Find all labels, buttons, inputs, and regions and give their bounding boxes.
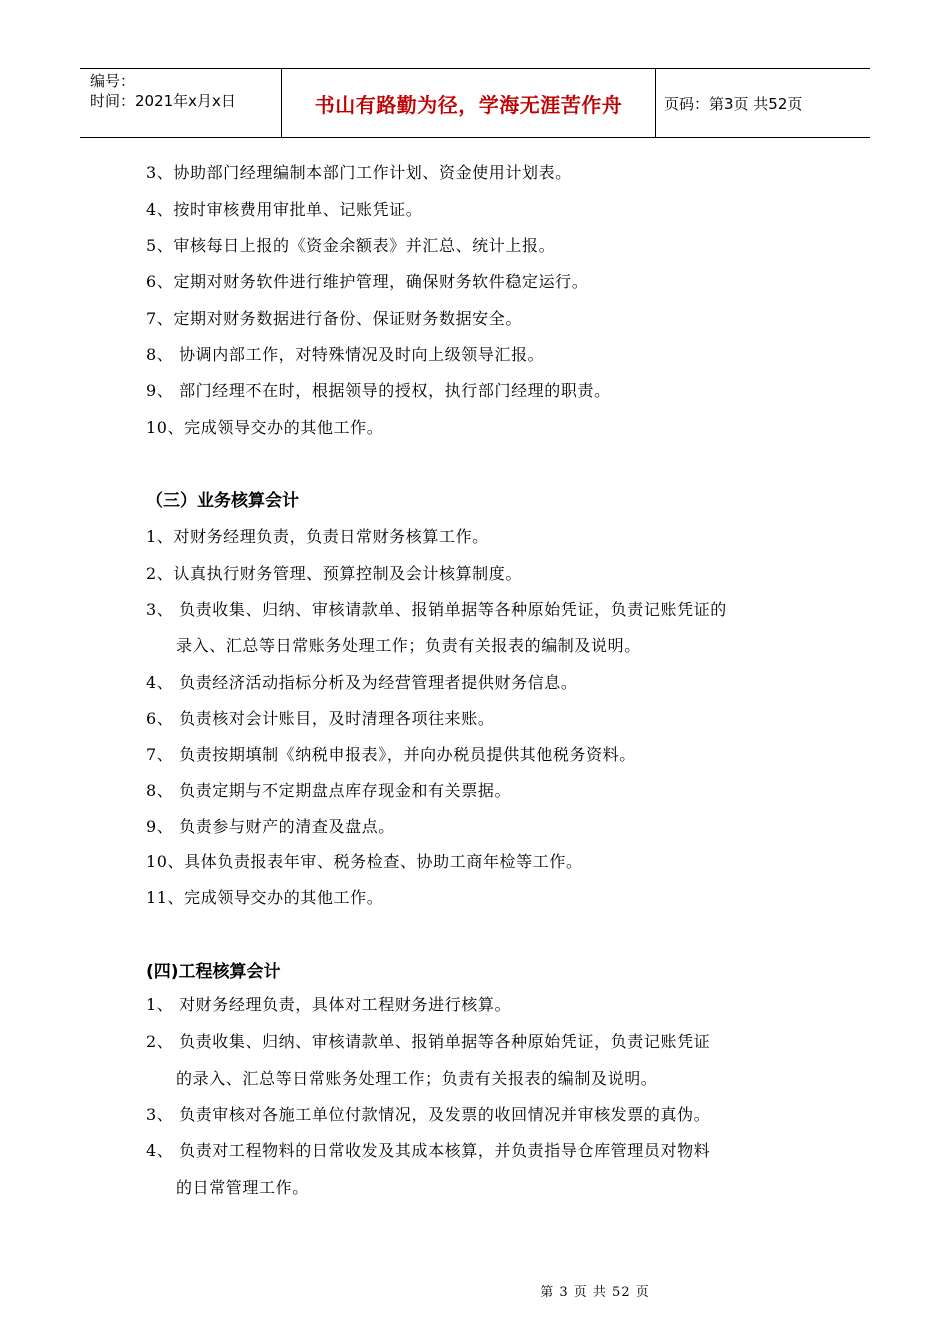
list-item: 4、按时审核费用审批单、记账凭证。	[146, 200, 423, 219]
list-item: 3、协助部门经理编制本部门工作计划、资金使用计划表。	[146, 163, 572, 182]
list-item-continuation: 的录入、汇总等日常账务处理工作；负责有关报表的编制及说明。	[176, 1069, 658, 1088]
list-item: 10、具体负责报表年审、税务检查、协助工商年检等工作。	[146, 852, 583, 871]
list-item: 9、 部门经理不在时，根据领导的授权，执行部门经理的职责。	[146, 381, 611, 400]
header-page-info: 页码：第3页 共52页	[664, 94, 803, 113]
list-item: 11、完成领导交办的其他工作。	[146, 888, 384, 907]
list-item: 1、对财务经理负责，负责日常财务核算工作。	[146, 527, 489, 546]
list-item: 5、审核每日上报的《资金余额表》并汇总、统计上报。	[146, 236, 556, 255]
header-meta	[80, 69, 282, 137]
list-item: 4、 负责经济活动指标分析及为经营管理者提供财务信息。	[146, 673, 578, 692]
list-item: 6、定期对财务软件进行维护管理，确保财务软件稳定运行。	[146, 272, 589, 291]
section-heading: (四)工程核算会计	[146, 962, 281, 982]
list-item: 9、 负责参与财产的清查及盘点。	[146, 817, 395, 836]
list-item: 10、完成领导交办的其他工作。	[146, 418, 384, 437]
list-item: 7、 负责按期填制《纳税申报表》，并向办税员提供其他税务资料。	[146, 745, 636, 764]
header-motto: 书山有路勤为径，学海无涯苦作舟	[282, 69, 656, 137]
list-item-continuation: 的日常管理工作。	[176, 1178, 309, 1197]
list-item: 1、 对财务经理负责，具体对工程财务进行核算。	[146, 995, 512, 1014]
list-item: 8、 协调内部工作，对特殊情况及时向上级领导汇报。	[146, 345, 545, 364]
page-footer: 第 3 页 共 52 页	[540, 1285, 650, 1300]
list-item: 3、 负责审核对各施工单位付款情况，及发票的收回情况并审核发票的真伪。	[146, 1105, 711, 1124]
list-item: 6、 负责核对会计账目，及时清理各项往来账。	[146, 709, 495, 728]
list-item: 4、 负责对工程物料的日常收发及其成本核算，并负责指导仓库管理员对物料	[146, 1141, 711, 1160]
list-item: 2、认真执行财务管理、预算控制及会计核算制度。	[146, 564, 522, 583]
list-item: 3、 负责收集、归纳、审核请款单、报销单据等各种原始凭证，负责记账凭证的	[146, 600, 727, 619]
list-item: 2、 负责收集、归纳、审核请款单、报销单据等各种原始凭证，负责记账凭证	[146, 1032, 711, 1051]
document-date: 时间：2021年x月x日	[90, 92, 236, 110]
list-item: 7、定期对财务数据进行备份、保证财务数据安全。	[146, 309, 522, 328]
list-item-continuation: 录入、汇总等日常账务处理工作；负责有关报表的编制及说明。	[176, 636, 641, 655]
list-item: 8、 负责定期与不定期盘点库存现金和有关票据。	[146, 781, 512, 800]
page-header	[80, 68, 870, 138]
section-heading: （三）业务核算会计	[146, 491, 299, 511]
document-number-label: 编号：	[90, 72, 136, 90]
